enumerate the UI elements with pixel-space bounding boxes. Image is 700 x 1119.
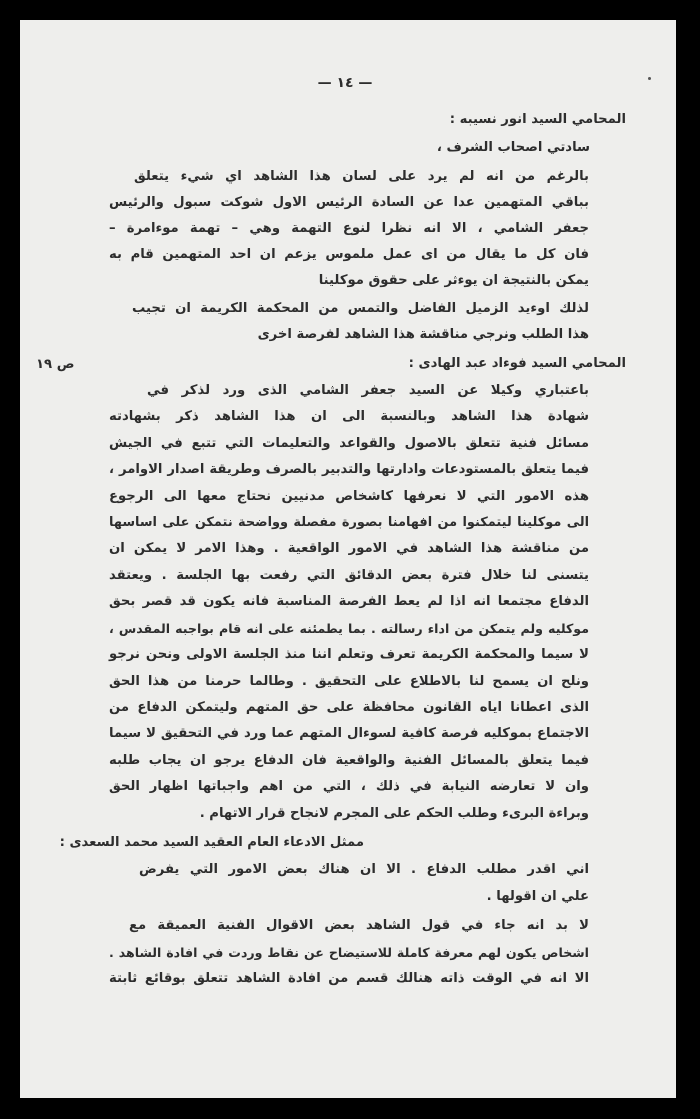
body-line: وبراءة البرىء وطلب الحكم على المجرم لانجاح قرار الاتهام . [199,806,589,821]
body-line: هذه الامور التي لا نعرفها كاشخاص مدنيين نحتاج معها الى الرجوع [109,489,589,504]
body-line: ونلح ان يسمح لنا بالاطلاع على التحقيق . وطالما حرمنا من هذا الحق [109,674,589,689]
speaker-line: المحامي السيد انور نسيبه : [449,112,626,127]
body-line: اشخاص يكون لهم معرفة كاملة للاستيضاح عن نقاط وردت في افادة الشاهد . [109,945,589,960]
body-line: بباقي المتهمين عدا عن السادة الرئيس الاول شوكت سبول والرئيس [109,195,589,210]
body-line: الاجتماع بموكليه فرصة كافية لسوءال المتهم عما ورد في التحقيق لا سيما [109,726,589,741]
body-line: سادتي اصحاب الشرف ، [436,140,590,155]
body-line: لا بد انه جاء في قول الشاهد بعض الاقوال الفنية العميقة مع [129,918,589,933]
body-line: فان كل ما يقال من اى عمل ملموس يزعم ان احد المتهمين قام به [109,247,589,262]
body-line: يتسنى لنا خلال فترة بعض الدقائق التي رفعت بها الجلسة . ويعتقد [109,568,589,583]
speaker-line: المحامي السيد فوءاد عبد الهادى : [408,356,626,371]
body-line: فيما يتعلق بالمستودعات وادارتها والتدبير بالصرف وطريقة اصدار الاوامر ، [109,462,589,477]
body-line: جعفر الشامي ، الا انه نظرا لنوع التهمة وهي – تهمة موءامرة – [109,221,589,236]
body-line: موكليه ولم يتمكن من اداء رسالته . بما يطمئنه على انه قام بواجبه المقدس ، [109,621,589,636]
document-page [20,20,676,1098]
body-line: الذى اعطانا اياه القانون محافظة على حق المتهم وليتمكن الدفاع من [109,700,589,715]
body-line: الدفاع مجتمعا انه اذا لم يعط الفرصة المناسبة فانه يكون قد قصر بحق [109,594,589,609]
body-line: هذا الطلب ونرجي مناقشة هذا الشاهد لفرصة اخرى [257,327,589,342]
body-line: مسائل فنية تتعلق بالاصول والقواعد والتعليمات التي تتبع في الجيش [109,436,589,451]
body-line: اني اقدر مطلب الدفاع . الا ان هناك بعض الامور التي يفرض [139,862,589,877]
body-line: بالرغم من انه لم يرد على لسان هذا الشاهد اي شيء يتعلق [134,169,589,184]
body-line: علي ان اقولها . [486,889,589,904]
body-line: فيما يتعلق بالمسائل الفنية والواقعية فان الدفاع يرجو ان يجاب طلبه [109,753,589,768]
body-line: الى موكلينا ليتمكنوا من افهامنا بصورة مفصلة وواضحة نتمكن على اساسها [109,515,589,530]
body-line: لذلك اوءيد الزميل الفاضل والتمس من المحكمة الكريمة ان تجيب [132,301,589,316]
paper-speck [648,77,651,80]
page-number: — ١٤ — [317,75,373,91]
body-line: من مناقشة هذا الشاهد في الامور الواقعية . وهذا الامر لا يمكن ان [109,541,589,556]
body-line: شهادة هذا الشاهد وبالنسبة الى ان هذا الشاهد ذكر بشهادته [109,409,589,424]
body-line: باعتباري وكيلا عن السيد جعفر الشامي الذى ورد لذكر في [147,383,589,398]
margin-note: ص ١٩ [36,357,75,372]
body-line: يمكن بالنتيجة ان يوءثر على حقوق موكلينا [318,273,589,288]
body-line: الا انه في الوقت ذاته هنالك قسم من افادة الشاهد تتعلق بوقائع ثابتة [109,971,589,986]
speaker-line: ممثل الادعاء العام العقيد السيد محمد السعدى : [59,835,364,850]
body-line: وان لا تعارضه النيابة في ذلك ، التي من اهم واجباتها اظهار الحق [109,779,589,794]
body-line: لا سيما والمحكمة الكريمة تعرف وتعلم اننا منذ الجلسة الاولى ونحن نرجو [109,647,589,662]
